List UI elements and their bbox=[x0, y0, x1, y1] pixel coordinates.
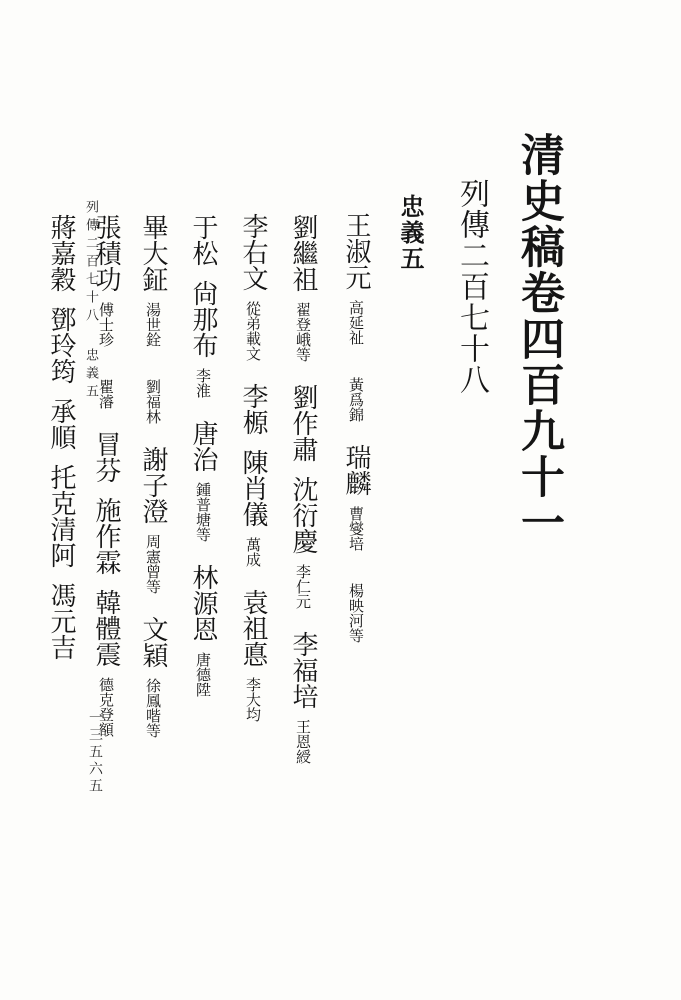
annotated-name: 王恩綬 bbox=[294, 719, 312, 764]
person-name: 托克清阿 bbox=[46, 464, 76, 568]
annotated-name: 從弟載文 bbox=[244, 301, 262, 361]
annotated-name: 黃爲錦 bbox=[347, 377, 365, 422]
person-name: 林源恩 bbox=[188, 564, 218, 642]
person-name: 承順 bbox=[46, 398, 76, 450]
annotated-name: 李仁元 bbox=[294, 564, 312, 609]
person-name: 李右文 bbox=[238, 213, 268, 291]
entry-column bbox=[290, 214, 316, 786]
annotated-name: 李淮 bbox=[194, 368, 212, 398]
margin-volume: 列傳二百七十八 bbox=[83, 200, 98, 326]
annotated-name: 傅士珍 bbox=[97, 302, 115, 347]
page-number: 一三五六五 bbox=[87, 710, 103, 795]
annotated-name: 楊映河等 bbox=[347, 583, 365, 643]
entry-column bbox=[190, 214, 216, 719]
entry-column bbox=[140, 214, 166, 760]
annotated-name: 高延祉 bbox=[347, 300, 365, 345]
annotated-name: 徐鳳喈等 bbox=[144, 678, 162, 738]
chapter-subtitle: 列傳二百七十八 bbox=[454, 178, 489, 395]
person-name: 冒芬 bbox=[91, 431, 121, 483]
person-name: 韓體震 bbox=[91, 589, 121, 667]
annotated-name: 周憲曾等 bbox=[144, 534, 162, 594]
margin-section: 忠義五 bbox=[83, 348, 98, 402]
annotated-name: 德克登額 bbox=[97, 677, 115, 737]
annotated-name: 李大均 bbox=[244, 677, 262, 722]
person-name: 施作霖 bbox=[91, 497, 121, 575]
person-name: 李榞 bbox=[238, 383, 268, 435]
person-name: 王淑元 bbox=[341, 212, 371, 290]
person-name: 劉作肅 bbox=[288, 384, 318, 462]
person-name: 謝子澄 bbox=[138, 446, 168, 524]
person-name: 鄧玲筠 bbox=[46, 306, 76, 384]
annotated-name: 唐德陞 bbox=[194, 652, 212, 697]
person-name: 張積功 bbox=[91, 214, 121, 292]
person-name: 文穎 bbox=[138, 616, 168, 668]
person-name: 畢大鉦 bbox=[138, 214, 168, 292]
annotated-name: 翟登峨等 bbox=[294, 302, 312, 362]
person-name: 唐治 bbox=[188, 420, 218, 472]
person-name: 蔣嘉穀 bbox=[46, 214, 76, 292]
book-title: 清史稿卷四百九十一 bbox=[513, 132, 564, 546]
person-name: 沈衍慶 bbox=[288, 476, 318, 554]
annotated-name: 鍾普塘等 bbox=[194, 482, 212, 542]
person-name: 李福培 bbox=[288, 631, 318, 709]
entry-column bbox=[48, 214, 74, 674]
annotated-name: 曹燮培 bbox=[347, 506, 365, 551]
person-name: 劉繼祖 bbox=[288, 214, 318, 292]
person-name: 馮元吉 bbox=[46, 582, 76, 660]
annotated-name: 湯世銓 bbox=[144, 302, 162, 347]
person-name: 陳肖儀 bbox=[238, 449, 268, 527]
annotated-name: 瞿濬 bbox=[97, 379, 115, 409]
person-name: 瑞麟 bbox=[341, 444, 371, 496]
person-name: 尙那布 bbox=[188, 280, 218, 358]
annotated-name: 萬成 bbox=[244, 537, 262, 567]
person-name: 于松 bbox=[188, 214, 218, 266]
person-name: 袁祖悳 bbox=[238, 589, 268, 667]
annotated-name: 劉福林 bbox=[144, 379, 162, 424]
entry-column bbox=[240, 213, 266, 744]
margin-note bbox=[84, 200, 97, 402]
entry-column bbox=[343, 212, 369, 665]
section-heading: 忠義五 bbox=[396, 194, 425, 272]
